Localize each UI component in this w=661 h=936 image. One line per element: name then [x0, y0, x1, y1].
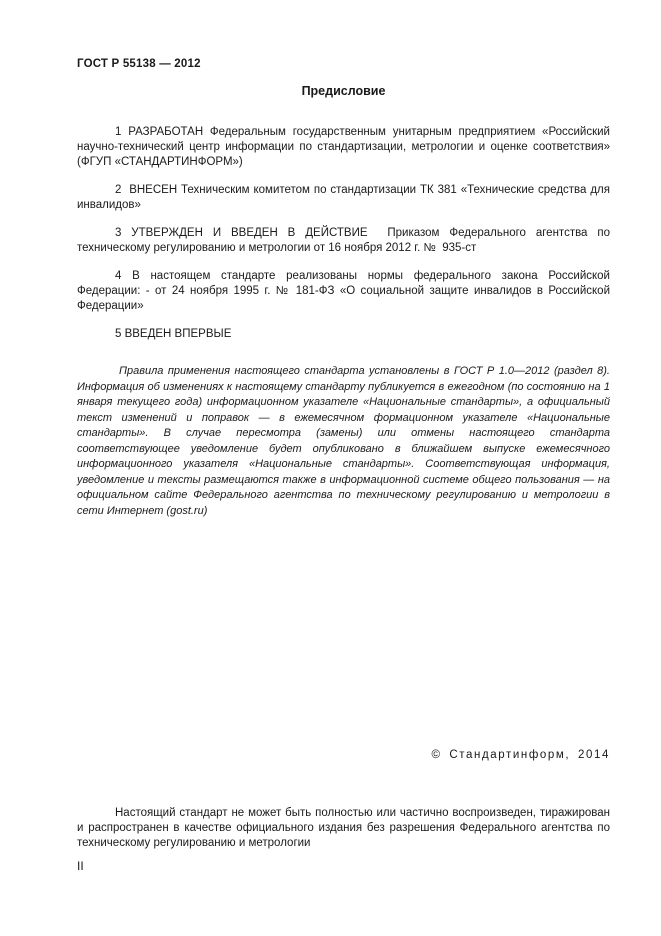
- document-number: ГОСТ Р 55138 — 2012: [77, 58, 201, 70]
- reproduction-restriction-note: Настоящий стандарт не может быть полностью или частично воспроизведен, тиражирован и распространен в качестве официального издания без разрешения Федерального агентства по техническому регулированию и метрологии: [77, 807, 610, 849]
- document-content: [77, 58, 610, 519]
- page-number: II: [77, 859, 84, 873]
- application-rules-note: Правила применения настоящего стандарта установлены в ГОСТ Р 1.0—2012 (раздел 8). Информация об изменениях к настоящему стандарту публикуется в ежегодном (по состоянию на 1 января текущего года) информационном указателе «Национальные стандарты», а официальный текст изменений и поправок — в ежемесячном формационном указателе «Национальные стандарты». В случае пересмотра (замены) или отмены настоящего стандарта соответствующее уведомление будет опубликовано в ближайшем выпуске ежемесячного информационного указателя «Национальные стандарты». Соответствующая информация, уведомление и тексты размещаются также в информационной системе общего пользования — на официальном сайте Федерального агентства по техническому регулированию и метрологии в сети Интернет (gost.ru): [77, 365, 610, 517]
- foreword-item-federal-law: 4 В настоящем стандарте реализованы нормы федерального закона Российской Федерации: - от 24 ноября 1995 г. № 181-ФЗ «О социальной защите инвалидов в Российской Федерации»: [77, 270, 610, 312]
- page-title: Предисловие: [301, 84, 386, 98]
- foreword-item-developed: 1 РАЗРАБОТАН Федеральным государственным унитарным предприятием «Российский научно-технический центр информации по стандартизации, метрологии и оценке соответствия» (ФГУП «СТАНДАРТИНФОРМ»): [77, 126, 610, 168]
- foreword-item-submitted: 2 ВНЕСЕН Техническим комитетом по стандартизации ТК 381 «Технические средства для инвалидов»: [77, 184, 610, 211]
- foreword-item-first-edition: 5 ВВЕДЕН ВПЕРВЫЕ: [115, 328, 232, 340]
- foreword-item-approved: 3 УТВЕРЖДЕН И ВВЕДЕН В ДЕЙСТВИЕ Приказом Федерального агентства по техническому регулированию и метрологии от 16 ноября 2012 г. № 935-ст: [77, 227, 610, 254]
- copyright-notice: © Стандартинформ, 2014: [431, 749, 610, 761]
